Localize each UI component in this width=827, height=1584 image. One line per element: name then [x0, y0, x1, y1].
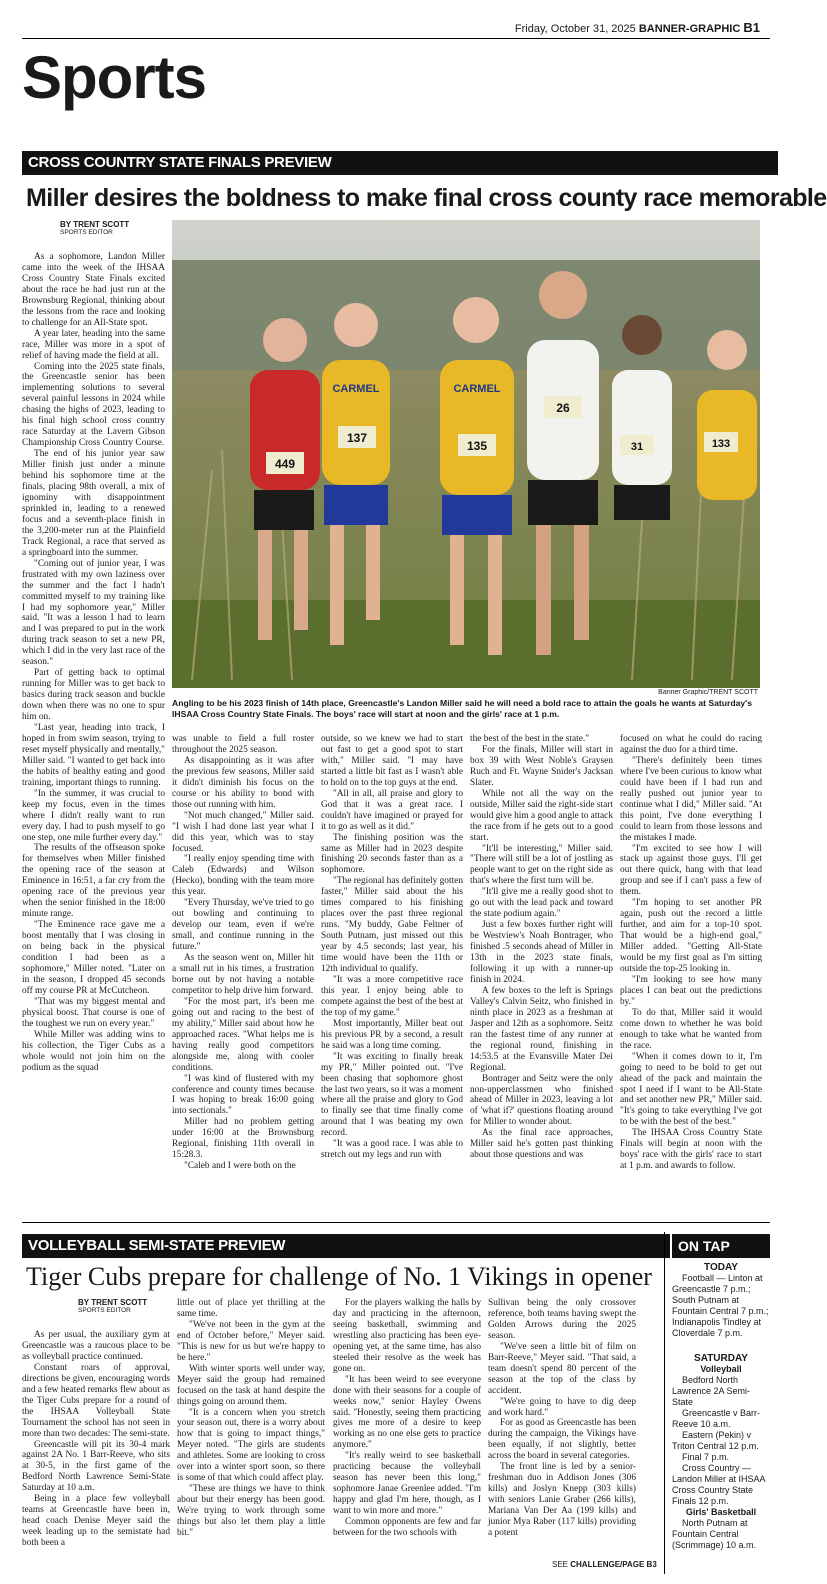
paragraph: "It was a good race. I was able to stretch out my legs and run with: [321, 1139, 463, 1161]
ontap-item: Final 7 p.m.: [682, 1452, 730, 1462]
folio-date: Friday, October 31, 2025: [514, 23, 636, 35]
lead-byline: [60, 220, 129, 236]
jersey-text: CARMEL: [332, 383, 380, 395]
paragraph: "It has been weird to see everyone done with their seasons for a couple of weeks now," senior Hayley Owens said. "Honestly, seeing them practicing gives me more of a desire to keep working as no one else gets to practice anymore.": [333, 1374, 481, 1451]
paragraph: Part of getting back to optimal running for Miller was to get back to basics during track season and buckle down when there was no one to spur him on.: [22, 668, 165, 723]
paragraph: "We're going to have to dig deep and work hard.": [488, 1396, 636, 1418]
paragraph: Miller had no problem getting under 16:00 at the Brownsburg Regional, finishing 11th overall in 15:28.3.: [172, 1117, 314, 1161]
paragraph: outside, so we knew we had to start out fast to get a good spot to start with," Miller said. "I may have started a little bit fast as I wasn't able to hold on to the top guys at the end.: [321, 734, 463, 788]
paragraph: A year later, heading into the same race, Miller was more in a spot of relief of having made the field at all.: [22, 328, 165, 361]
paragraph: "That was my biggest mental and physical boost. That course is one of the toughest we run on every year.": [22, 996, 165, 1029]
paragraph: "We've not been in the gym at the end of October before," Meyer said. "This is new for us but we're happy to be here.": [177, 1319, 325, 1363]
folio-page-number: B1: [743, 20, 760, 35]
paragraph: While Miller was adding wins to his collection, the Tiger Cubs as a whole would not join him on the podium as the squad: [22, 1029, 165, 1073]
lead-column-1: [22, 252, 165, 1073]
paragraph: While not all the way on the outside, Miller said the right-side start would give him a good angle to attack the race from if he gets out to a good start.: [470, 788, 613, 843]
volleyball-column-4: [488, 1298, 636, 1550]
paragraph: "It's really weird to see basketball practicing because the volleyball season has never been this long," sophomore Janae Greenlee added. "I'm happy and glad I'm here, though, as I want to win more and more.": [333, 1451, 481, 1517]
paragraph: As the season went on, Miller hit a small rut in his times, a frustration borne out by not having a notable competitor to help drive him forward.: [172, 953, 314, 996]
lead-column-4: [470, 734, 613, 1161]
paragraph: A few boxes to the left is Springs Valley's Calvin Seitz, who finished in ninth place in 2023 as a freshman at Jasper and 12th as a sophomore. Seitz ran the fastest time of any runner at the regional round, finishing in 14:53.5 at the Evansville Mater Dei Regional.: [470, 985, 613, 1073]
paragraph: "Caleb and I were both on the: [184, 1161, 296, 1172]
paragraph: As the final race approaches, Miller said he's gotten past thinking about those questions and was: [470, 1128, 613, 1161]
paragraph: "I really enjoy spending time with Caleb (Edwards) and Wilson (Hecko), bonding with the team more this year.: [172, 854, 314, 898]
paragraph: "I'm excited to see how I will stack up against those guys. I'll get out there quick, hang with that lead group and see if I can't pass a few of them.: [620, 843, 762, 898]
paragraph: For as good as Greencastle has been during the campaign, the Vikings have been equally, if not slightly, better across the board in several categories.: [488, 1418, 636, 1462]
paragraph: Sullivan being the only crossover reference, both teams having swept the Golden Arrows during the 2025 season.: [488, 1298, 636, 1341]
paragraph: "Not much changed," Miller said. "I wish I had done last year what I did this year, which was to stay focused.: [172, 810, 314, 854]
paragraph: Coming into the 2025 state finals, the Greencastle senior has been implementing solutions to several several painful lessons in 2024 while chasing the highs of 2023, leading to his final high school cross country race Saturday at the Lavern Gibson Championship Cross Country Course.: [22, 361, 165, 449]
paragraph: "We've seen a little bit of film on Barr-Reeve," Meyer said. "That said, a team doesn't spend 80 percent of the season at the top of the class by accident.: [488, 1341, 636, 1396]
paragraph: The finishing position was the same as Miller had in 2023 despite finishing 20 seconds faster than as a sophomore.: [321, 832, 463, 876]
ontap-today-label: TODAY: [704, 1262, 738, 1273]
paragraph: "There's definitely been times where I've been curious to know what could have been if I had run and really pushed out junior year to continue what I did," Miller said. "At this point, I've done everything I could to learn from those lessons and the mistakes I made.: [620, 755, 762, 843]
paragraph: The front line is led by a senior-freshman duo in Addison Jones (306 kills) and Joslyn Knepp (303 kills) with seniors Lanie Graber (266 kills), Mariana Van Der Aa (199 kills) and junior Mya Raber (117 kills) providing a potent: [488, 1462, 636, 1539]
paragraph: "These are things we have to think about but their energy has been good. We're trying to work through some things but also let them play a little bit.": [177, 1484, 325, 1539]
volleyball-column-2: [177, 1298, 325, 1570]
top-rule: [22, 38, 770, 39]
bib-449: 449: [274, 457, 296, 471]
ontap-sport-label: Girls' Basketball: [685, 1507, 757, 1517]
volleyball-kicker: VOLLEYBALL SEMI-STATE PREVIEW: [22, 1234, 670, 1258]
lead-kicker: CROSS COUNTRY STATE FINALS PREVIEW: [22, 151, 778, 175]
paragraph: "In the summer, it was crucial to keep my focus, even in the times where I didn't really want to run every day. I had to push myself to go one step, one mile further every day.": [22, 788, 165, 843]
paragraph: "Every Thursday, we've tried to go out bowling and continuing to develop our team, even if we're small, and continue running in the future.": [172, 898, 314, 953]
ontap-saturday-label: SATURDAY: [694, 1353, 748, 1364]
paragraph: "It'll be interesting," Miller said. "There will still be a lot of jostling as people want to get on the right side as that's where the first turn will be.: [470, 843, 613, 887]
photo-caption: Angling to be his 2023 finish of 14th place, Greencastle's Landon Miller said he will need a bold race to attain the goals he wants at Saturday's IHSAA Cross Country State Finals. The boys' race will start at noon and the girls' race at 1 p.m.: [172, 698, 753, 719]
lead-column-2: [172, 734, 314, 1172]
paragraph: "The regional has definitely gotten faster," Miller said about the his times compared to his finishing places over the past three regional runs. "My buddy, Gabe Feltner of South Putnam, just missed out this year by 4.5 seconds; last year, his time would have been the 11th or 12th individual to qualify.: [321, 876, 463, 975]
paragraph: Being in a place few volleyball teams at Greencastle have been in, head coach Denise Meyer said the week leading up to the semistate had both been a: [22, 1494, 170, 1549]
paragraph: Most importantly, Miller beat out his previous PR by a second, a result he said was a long time coming.: [321, 1018, 463, 1051]
ontap-item: Eastern (Pekin) v Triton Central 12 p.m.: [672, 1430, 759, 1451]
paragraph: "I was kind of flustered with my conference and county times because I was hoping to break 16:00 going into sectionals.": [172, 1073, 314, 1117]
section-divider: [22, 1222, 770, 1223]
paragraph: Common opponents are few and far between for the two schools with: [333, 1517, 481, 1539]
lead-photo: [172, 220, 760, 688]
paragraph: "Coming out of junior year, I was frustrated with my own laziness over the summer and the fact I hadn't committed myself to my training like I had my sophomore year," Miller said. "It was a lesson I had to learn and I was prepared to put in the work during track season to set a new PR, which I did in the very last race of the season.": [22, 558, 165, 668]
bib-137: 137: [346, 431, 368, 445]
volleyball-byline: [78, 1298, 147, 1314]
photo-credit: Banner Graphic/TRENT SCOTT: [658, 689, 758, 696]
paragraph: the best of the best in the state.": [470, 734, 590, 744]
section-title: Sports: [22, 44, 207, 111]
paragraph: "For the most part, it's been me going out and racing to the best of my ability," Miller said about how he approached races. "What helps me is having really good competitors alongside me, along with cooler conditions.: [172, 996, 314, 1073]
byline-name: BY TRENT SCOTT: [78, 1298, 148, 1307]
lead-column-3: [321, 734, 463, 1161]
runners-photo-illustration: [172, 220, 760, 688]
paragraph: little out of place yet thrilling at the same time.: [177, 1298, 325, 1319]
lead-column-5: [620, 734, 762, 1172]
paragraph: The end of his junior year saw Miller finish just under a minute behind his sophomore time at the finals, placing 98th overall, a mix of ignominy with disappointment sprinkled in, leading to a renewed focus and a seventh-place finish in the 3,200-meter run at the Plainfield Track Regional, a race that served as a springboard into the summer.: [22, 449, 165, 558]
bib-133: 133: [711, 438, 731, 450]
paragraph: "Last year, heading into track, I hoped in from swim season, trying to reset myself physically and mentally," Miller said. "I wanted to get back into the habits of healthy eating and good training, important things to running.: [22, 722, 165, 788]
paragraph: Greencastle will pit its 30-4 mark against 2A No. 1 Barr-Reeve, who sits at 30-5, in the first game of the Bedford North Lawrence Semi-State Saturday at 10 a.m.: [22, 1439, 170, 1494]
bib-26: 26: [556, 401, 570, 415]
bib-135: 135: [466, 439, 488, 453]
byline-name: BY TRENT SCOTT: [60, 220, 130, 229]
paragraph: With winter sports well under way, Meyer said the group had remained focused on the task at hand despite the things going on around them.: [177, 1363, 325, 1407]
volleyball-column-1: [22, 1330, 170, 1570]
ontap-item: North Putnam at Fountain Central (Scrimmage) 10 a.m.: [672, 1518, 757, 1550]
paragraph: focused on what he could do racing against the duo for a third time.: [620, 734, 762, 755]
jersey-text: CARMEL: [453, 383, 501, 395]
volleyball-column-3: [333, 1298, 481, 1570]
lead-headline: Miller desires the boldness to make final cross county race memorable: [26, 184, 827, 212]
paragraph: "It was exciting to finally break my PR," Miller pointed out. "I've been chasing that sophomore ghost the last two years, so it was a moment where all the praise and glory to God to finally see that time finally come around that I was beating my own record.: [321, 1051, 463, 1139]
ontap-kicker: ON TAP: [672, 1234, 770, 1258]
ontap-box: [672, 1256, 770, 1551]
paragraph: As a sophomore, Landon Miller came into the week of the IHSAA Cross Country State Finals excited about the race he had just run at the Brownsburg Regional, thinking about the lessons from the race and looking to challenge for an All-State spot.: [22, 252, 165, 328]
paragraph: "It is a concern when you stretch your season out, there is a worry about how that is going to impact things," Meyer noted. "The girls are students and athletes. Some are looking to cross over into a winter sport soon, so there is some of that which could affect play.: [177, 1407, 325, 1484]
ontap-item: Cross Country — Landon Miller at IHSAA Cross Country State Finals 12 p.m.: [672, 1463, 766, 1506]
paragraph: The IHSAA Cross Country State Finals will begin at noon with the boys' race with the girls' race to start at 1 p.m. and awards to follow.: [620, 1128, 762, 1172]
byline-role: SPORTS EDITOR: [60, 229, 113, 236]
paragraph: "The Eminence race gave me a boost mentally that I was closing in on being back in the physical condition I had been as a sophomore," Miller noted. "Later on in the season, I dropped 45 seconds off my course PR at McCutcheon.: [22, 920, 165, 996]
page-folio: [515, 20, 760, 35]
ontap-sport-label: Volleyball: [700, 1364, 742, 1374]
paragraph: To do that, Miller said it would come down to whether he was bold enough to take what he wanted from the race.: [620, 1007, 762, 1051]
ontap-divider: [664, 1232, 665, 1574]
paragraph: "It was a more competitive race this year. I enjoy being able to compete against the best of the best at the top of my game.": [321, 974, 463, 1018]
folio-publication: BANNER-GRAPHIC: [638, 23, 741, 35]
paragraph: "I'm looking to see how many places I can beat out the predictions by.": [620, 974, 762, 1007]
paragraph: was unable to field a full roster throughout the 2025 season.: [172, 734, 314, 755]
ontap-item: Bedford North Lawrence 2A Semi-State: [672, 1375, 751, 1407]
byline-role: SPORTS EDITOR: [78, 1307, 131, 1314]
jump-prefix: SEE: [552, 1560, 569, 1569]
paragraph: Constant roars of approval, directions be given, encouraging words and a few heated remarks flew about as the Tiger Cubs prepare for a round of the IHSAA Volleyball State Tournament the school has not seen in more than two decades: The semi-state.: [22, 1362, 170, 1439]
paragraph: As per usual, the auxiliary gym at Greencastle was a raucous place to be as volleyball practice continued.: [22, 1330, 170, 1362]
paragraph: As disappointing as it was after the previous few seasons, Miller said it didn't diminish his focus on the course or his ability to bond with those out running with him.: [172, 755, 314, 810]
paragraph: For the finals, Miller will start in box 39 with West Noble's Graysen Ruch and Ft. Wayne Snider's Jacksan Slater.: [470, 744, 613, 788]
volleyball-headline: Tiger Cubs prepare for challenge of No. 1 Vikings in opener: [26, 1262, 652, 1291]
paragraph: "It'll give me a really good shot to go out with the lead pack and toward the state podium again.": [470, 887, 613, 920]
paragraph: "I'm hoping to set another PR again, push out the record a little further, and aim for a top-10 spot. That would be a high-end goal," Miller added. "Getting All-State would be my first goal as I'm sitting outside the top-25 looking in.: [620, 898, 762, 975]
ontap-item: Greencastle v Barr-Reeve 10 a.m.: [672, 1408, 761, 1429]
ontap-item: Football — Linton at Greencastle 7 p.m.; South Putnam at Fountain Central 7 p.m.; Indianapolis Tindley at Cloverdale 7 p.m.: [672, 1273, 769, 1338]
paragraph: For the players walking the halls by day and practicing in the afternoon, seeing basketball, swimming and wrestling also practicing has been eye-opening yet, at the same time, has also steeled their resolve as the week has gone on.: [333, 1298, 481, 1374]
bib-31: 31: [630, 441, 644, 453]
paragraph: The results of the offseason spoke for themselves when Miller finished the opening race of the season at Eminence in 16:51, a far cry from the opening race of the previous year when the senior finished in the 18:00 minute range.: [22, 843, 165, 920]
jump-target: CHALLENGE/PAGE B3: [570, 1560, 657, 1569]
jump-line[interactable]: [552, 1560, 657, 1569]
paragraph: Bontrager and Seitz were the only non-upperclassmen who finished ahead of Miller in 2023, leaving a lot of 'what if?' questions floating around for Miller to wonder about.: [470, 1073, 613, 1128]
paragraph: Just a few boxes further right will be Westview's Noah Bontrager, who finished .5 seconds ahead of Miller in 13th in the 2023 state finals, following it up with a runner-up finish in 2024.: [470, 920, 613, 985]
paragraph: "When it comes down to it, I'm going to need to be bold to get out ahead of the pack and maintain the spot I need if I want to be All-State and set another new PR," Miller said. "It's going to take everything I've got to be with the best of the best.": [620, 1051, 762, 1128]
paragraph: "All in all, all praise and glory to God that it was a great race. I couldn't have imagined or prayed for it to go as well as it did.": [321, 788, 463, 832]
